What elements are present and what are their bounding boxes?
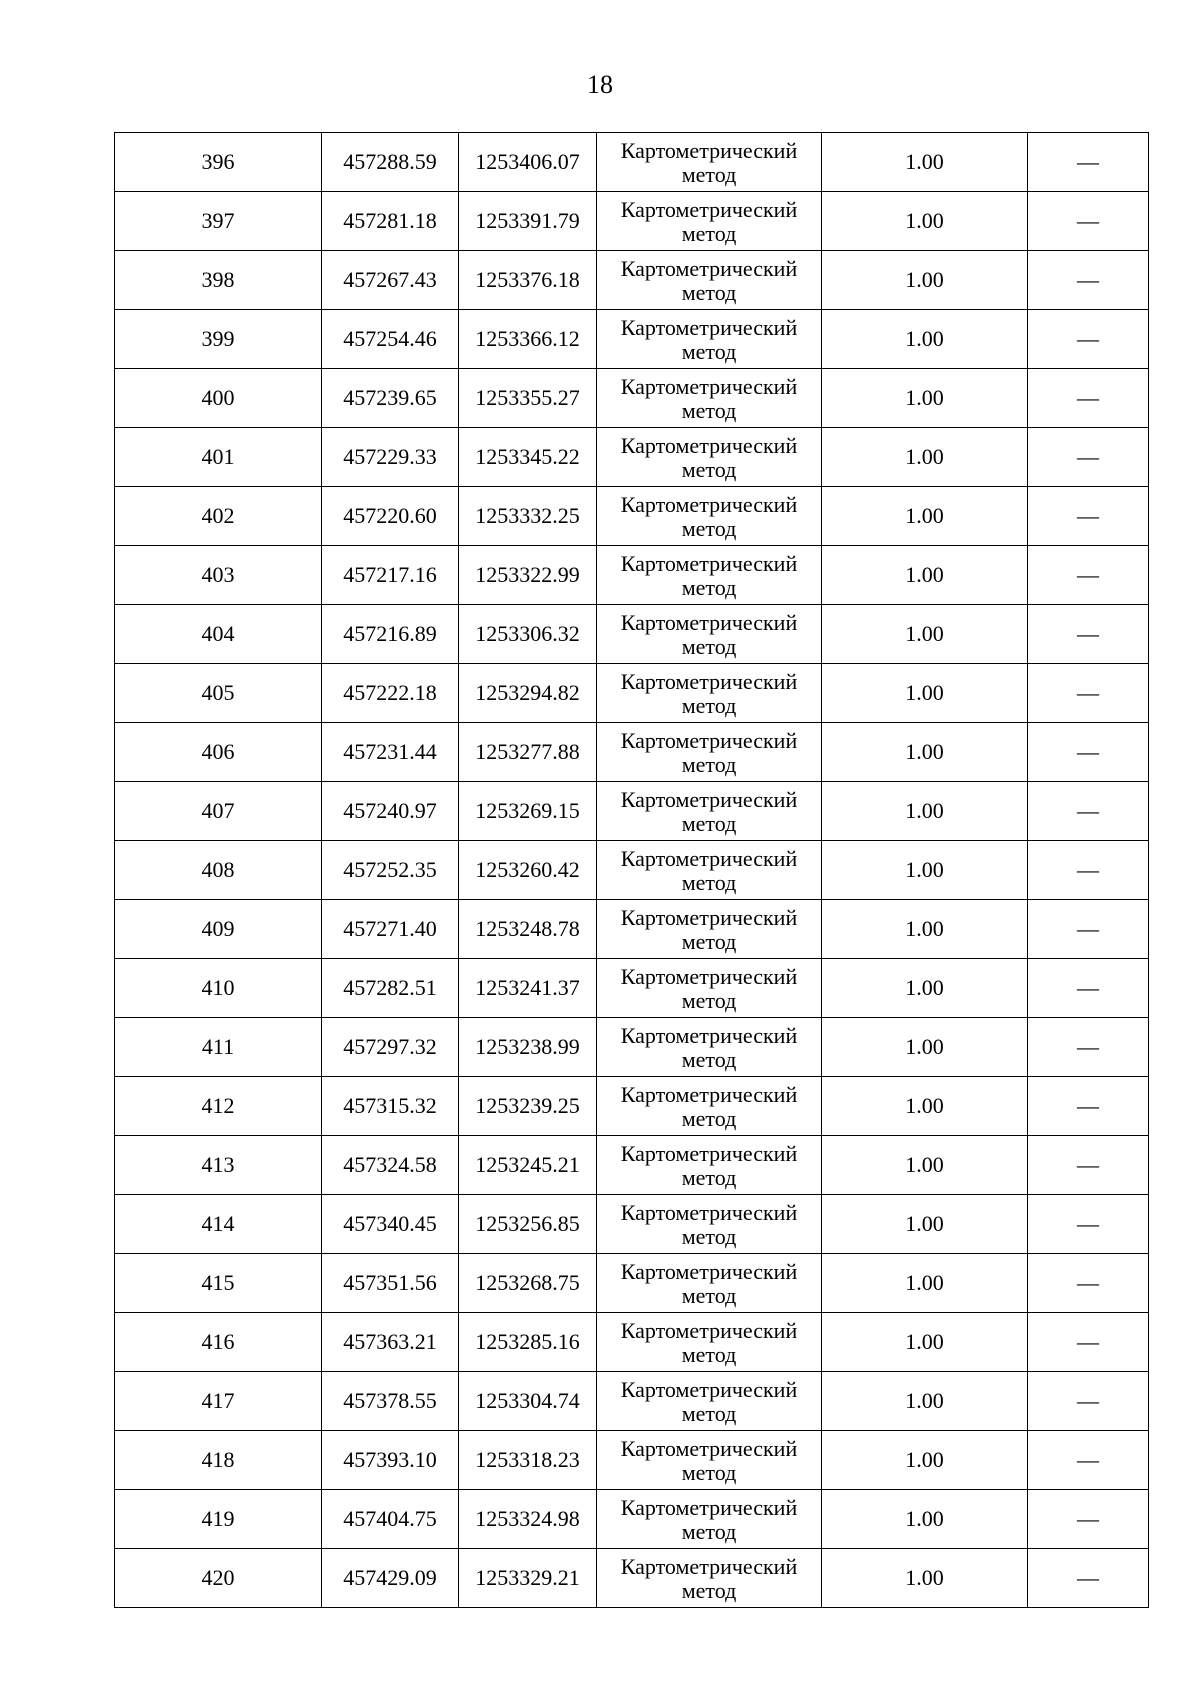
table-row: [115, 900, 1149, 959]
point-number-cell: 413: [115, 1136, 322, 1195]
precision-cell: 1.00: [822, 1195, 1028, 1254]
point-number-cell: 415: [115, 1254, 322, 1313]
table-row: [115, 605, 1149, 664]
method-cell: [597, 1549, 822, 1608]
y-coordinate-cell: 1253245.21: [459, 1136, 597, 1195]
y-coordinate-cell: 1253345.22: [459, 428, 597, 487]
method-label-line2: метод: [681, 1460, 737, 1485]
method-cell: [597, 1431, 822, 1490]
coordinates-table-body: [115, 133, 1149, 1608]
method-cell: [597, 192, 822, 251]
precision-cell: 1.00: [822, 723, 1028, 782]
precision-cell: 1.00: [822, 841, 1028, 900]
method-cell: [597, 723, 822, 782]
table-row: [115, 369, 1149, 428]
table-row: [115, 1077, 1149, 1136]
method-label-line1: Картометрический: [620, 138, 798, 163]
y-coordinate-cell: 1253304.74: [459, 1372, 597, 1431]
dash-cell: —: [1028, 605, 1149, 664]
point-number-cell: 401: [115, 428, 322, 487]
method-label-line2: метод: [681, 221, 737, 246]
y-coordinate-cell: 1253238.99: [459, 1018, 597, 1077]
x-coordinate-cell: 457252.35: [322, 841, 459, 900]
precision-cell: 1.00: [822, 1549, 1028, 1608]
method-label-line2: метод: [681, 929, 737, 954]
method-label-line1: Картометрический: [620, 1554, 798, 1579]
method-label-line1: Картометрический: [620, 1436, 798, 1461]
dash-cell: —: [1028, 310, 1149, 369]
dash-cell: —: [1028, 723, 1149, 782]
method-cell: [597, 900, 822, 959]
table-row: [115, 1136, 1149, 1195]
y-coordinate-cell: 1253256.85: [459, 1195, 597, 1254]
table-row: [115, 546, 1149, 605]
precision-cell: 1.00: [822, 1136, 1028, 1195]
precision-cell: 1.00: [822, 782, 1028, 841]
dash-cell: —: [1028, 251, 1149, 310]
y-coordinate-cell: 1253239.25: [459, 1077, 597, 1136]
table-row: [115, 487, 1149, 546]
precision-cell: 1.00: [822, 1254, 1028, 1313]
y-coordinate-cell: 1253324.98: [459, 1490, 597, 1549]
point-number-cell: 404: [115, 605, 322, 664]
method-cell: [597, 1372, 822, 1431]
point-number-cell: 410: [115, 959, 322, 1018]
method-label-line1: Картометрический: [620, 1200, 798, 1225]
method-label-line2: метод: [681, 1224, 737, 1249]
point-number-cell: 402: [115, 487, 322, 546]
method-cell: [597, 841, 822, 900]
method-label-line1: Картометрический: [620, 669, 798, 694]
y-coordinate-cell: 1253277.88: [459, 723, 597, 782]
y-coordinate-cell: 1253241.37: [459, 959, 597, 1018]
y-coordinate-cell: 1253306.32: [459, 605, 597, 664]
method-label-line1: Картометрический: [620, 964, 798, 989]
table-row: [115, 723, 1149, 782]
x-coordinate-cell: 457351.56: [322, 1254, 459, 1313]
table-row: [115, 1254, 1149, 1313]
method-label-line1: Картометрический: [620, 1141, 798, 1166]
dash-cell: —: [1028, 546, 1149, 605]
method-cell: [597, 251, 822, 310]
method-label-line1: Картометрический: [620, 846, 798, 871]
method-cell: [597, 1018, 822, 1077]
table-row: [115, 1195, 1149, 1254]
method-cell: [597, 1195, 822, 1254]
precision-cell: 1.00: [822, 1431, 1028, 1490]
x-coordinate-cell: 457254.46: [322, 310, 459, 369]
precision-cell: 1.00: [822, 428, 1028, 487]
precision-cell: 1.00: [822, 1313, 1028, 1372]
point-number-cell: 418: [115, 1431, 322, 1490]
dash-cell: —: [1028, 1490, 1149, 1549]
dash-cell: —: [1028, 1313, 1149, 1372]
point-number-cell: 411: [115, 1018, 322, 1077]
x-coordinate-cell: 457240.97: [322, 782, 459, 841]
y-coordinate-cell: 1253406.07: [459, 133, 597, 192]
method-label-line1: Картометрический: [620, 197, 798, 222]
dash-cell: —: [1028, 487, 1149, 546]
method-cell: [597, 605, 822, 664]
table-row: [115, 428, 1149, 487]
point-number-cell: 403: [115, 546, 322, 605]
method-label-line2: метод: [681, 1283, 737, 1308]
dash-cell: —: [1028, 1077, 1149, 1136]
precision-cell: 1.00: [822, 487, 1028, 546]
method-label-line2: метод: [681, 575, 737, 600]
x-coordinate-cell: 457222.18: [322, 664, 459, 723]
method-cell: [597, 487, 822, 546]
precision-cell: 1.00: [822, 546, 1028, 605]
method-label-line2: метод: [681, 1165, 737, 1190]
method-label-line2: метод: [681, 634, 737, 659]
x-coordinate-cell: 457393.10: [322, 1431, 459, 1490]
method-label-line2: метод: [681, 752, 737, 777]
point-number-cell: 412: [115, 1077, 322, 1136]
point-number-cell: 398: [115, 251, 322, 310]
point-number-cell: 409: [115, 900, 322, 959]
x-coordinate-cell: 457404.75: [322, 1490, 459, 1549]
table-row: [115, 1549, 1149, 1608]
y-coordinate-cell: 1253332.25: [459, 487, 597, 546]
table-row: [115, 782, 1149, 841]
method-label-line2: метод: [681, 162, 737, 187]
precision-cell: 1.00: [822, 369, 1028, 428]
method-label-line1: Картометрический: [620, 1318, 798, 1343]
y-coordinate-cell: 1253391.79: [459, 192, 597, 251]
precision-cell: 1.00: [822, 959, 1028, 1018]
precision-cell: 1.00: [822, 605, 1028, 664]
x-coordinate-cell: 457282.51: [322, 959, 459, 1018]
y-coordinate-cell: 1253329.21: [459, 1549, 597, 1608]
precision-cell: 1.00: [822, 1077, 1028, 1136]
x-coordinate-cell: 457220.60: [322, 487, 459, 546]
method-label-line2: метод: [681, 1047, 737, 1072]
table-row: [115, 1431, 1149, 1490]
y-coordinate-cell: 1253366.12: [459, 310, 597, 369]
x-coordinate-cell: 457363.21: [322, 1313, 459, 1372]
point-number-cell: 408: [115, 841, 322, 900]
precision-cell: 1.00: [822, 900, 1028, 959]
dash-cell: —: [1028, 1431, 1149, 1490]
y-coordinate-cell: 1253376.18: [459, 251, 597, 310]
method-label-line2: метод: [681, 516, 737, 541]
table-row: [115, 664, 1149, 723]
precision-cell: 1.00: [822, 133, 1028, 192]
x-coordinate-cell: 457229.33: [322, 428, 459, 487]
method-label-line1: Картометрический: [620, 433, 798, 458]
method-cell: [597, 1077, 822, 1136]
method-label-line1: Картометрический: [620, 728, 798, 753]
y-coordinate-cell: 1253322.99: [459, 546, 597, 605]
point-number-cell: 396: [115, 133, 322, 192]
point-number-cell: 397: [115, 192, 322, 251]
y-coordinate-cell: 1253260.42: [459, 841, 597, 900]
point-number-cell: 419: [115, 1490, 322, 1549]
coordinates-table: [114, 132, 1149, 1608]
dash-cell: —: [1028, 841, 1149, 900]
table-row: [115, 310, 1149, 369]
precision-cell: 1.00: [822, 192, 1028, 251]
method-cell: [597, 959, 822, 1018]
method-cell: [597, 369, 822, 428]
method-label-line2: метод: [681, 1401, 737, 1426]
method-label-line1: Картометрический: [620, 787, 798, 812]
dash-cell: —: [1028, 192, 1149, 251]
method-label-line2: метод: [681, 1519, 737, 1544]
method-label-line2: метод: [681, 457, 737, 482]
x-coordinate-cell: 457216.89: [322, 605, 459, 664]
method-label-line1: Картометрический: [620, 1377, 798, 1402]
method-cell: [597, 546, 822, 605]
table-row: [115, 1313, 1149, 1372]
x-coordinate-cell: 457340.45: [322, 1195, 459, 1254]
x-coordinate-cell: 457288.59: [322, 133, 459, 192]
method-cell: [597, 1313, 822, 1372]
x-coordinate-cell: 457315.32: [322, 1077, 459, 1136]
dash-cell: —: [1028, 369, 1149, 428]
point-number-cell: 416: [115, 1313, 322, 1372]
method-label-line2: метод: [681, 398, 737, 423]
method-cell: [597, 1490, 822, 1549]
method-label-line1: Картометрический: [620, 1023, 798, 1048]
x-coordinate-cell: 457217.16: [322, 546, 459, 605]
method-label-line1: Картометрический: [620, 905, 798, 930]
method-label-line2: метод: [681, 811, 737, 836]
point-number-cell: 417: [115, 1372, 322, 1431]
point-number-cell: 414: [115, 1195, 322, 1254]
method-label-line1: Картометрический: [620, 1259, 798, 1284]
method-cell: [597, 1136, 822, 1195]
point-number-cell: 405: [115, 664, 322, 723]
y-coordinate-cell: 1253285.16: [459, 1313, 597, 1372]
method-label-line2: метод: [681, 988, 737, 1013]
method-label-line2: метод: [681, 339, 737, 364]
y-coordinate-cell: 1253294.82: [459, 664, 597, 723]
table-row: [115, 133, 1149, 192]
precision-cell: 1.00: [822, 1372, 1028, 1431]
dash-cell: —: [1028, 1195, 1149, 1254]
dash-cell: —: [1028, 1136, 1149, 1195]
x-coordinate-cell: 457271.40: [322, 900, 459, 959]
method-label-line1: Картометрический: [620, 256, 798, 281]
method-label-line1: Картометрический: [620, 374, 798, 399]
y-coordinate-cell: 1253269.15: [459, 782, 597, 841]
method-label-line1: Картометрический: [620, 610, 798, 635]
point-number-cell: 407: [115, 782, 322, 841]
table-row: [115, 1018, 1149, 1077]
x-coordinate-cell: 457239.65: [322, 369, 459, 428]
dash-cell: —: [1028, 900, 1149, 959]
point-number-cell: 420: [115, 1549, 322, 1608]
method-cell: [597, 428, 822, 487]
dash-cell: —: [1028, 133, 1149, 192]
x-coordinate-cell: 457281.18: [322, 192, 459, 251]
method-cell: [597, 1254, 822, 1313]
x-coordinate-cell: 457324.58: [322, 1136, 459, 1195]
method-label-line1: Картометрический: [620, 315, 798, 340]
y-coordinate-cell: 1253248.78: [459, 900, 597, 959]
precision-cell: 1.00: [822, 310, 1028, 369]
dash-cell: —: [1028, 1372, 1149, 1431]
method-label-line2: метод: [681, 870, 737, 895]
precision-cell: 1.00: [822, 1018, 1028, 1077]
precision-cell: 1.00: [822, 1490, 1028, 1549]
table-row: [115, 1372, 1149, 1431]
table-row: [115, 841, 1149, 900]
method-cell: [597, 664, 822, 723]
method-label-line2: метод: [681, 693, 737, 718]
dash-cell: —: [1028, 1018, 1149, 1077]
method-label-line1: Картометрический: [620, 1495, 798, 1520]
y-coordinate-cell: 1253318.23: [459, 1431, 597, 1490]
method-label-line2: метод: [681, 1342, 737, 1367]
method-cell: [597, 782, 822, 841]
table-row: [115, 192, 1149, 251]
method-cell: [597, 133, 822, 192]
method-label-line1: Картометрический: [620, 1082, 798, 1107]
dash-cell: —: [1028, 664, 1149, 723]
precision-cell: 1.00: [822, 251, 1028, 310]
x-coordinate-cell: 457297.32: [322, 1018, 459, 1077]
dash-cell: —: [1028, 1254, 1149, 1313]
method-label-line2: метод: [681, 1106, 737, 1131]
x-coordinate-cell: 457429.09: [322, 1549, 459, 1608]
x-coordinate-cell: 457378.55: [322, 1372, 459, 1431]
dash-cell: —: [1028, 782, 1149, 841]
table-row: [115, 251, 1149, 310]
dash-cell: —: [1028, 959, 1149, 1018]
point-number-cell: 406: [115, 723, 322, 782]
y-coordinate-cell: 1253355.27: [459, 369, 597, 428]
point-number-cell: 400: [115, 369, 322, 428]
dash-cell: —: [1028, 428, 1149, 487]
table-row: [115, 1490, 1149, 1549]
method-label-line1: Картометрический: [620, 492, 798, 517]
dash-cell: —: [1028, 1549, 1149, 1608]
x-coordinate-cell: 457231.44: [322, 723, 459, 782]
method-label-line2: метод: [681, 1578, 737, 1603]
method-label-line1: Картометрический: [620, 551, 798, 576]
precision-cell: 1.00: [822, 664, 1028, 723]
method-label-line2: метод: [681, 280, 737, 305]
table-row: [115, 959, 1149, 1018]
y-coordinate-cell: 1253268.75: [459, 1254, 597, 1313]
method-cell: [597, 310, 822, 369]
x-coordinate-cell: 457267.43: [322, 251, 459, 310]
page-number: 18: [587, 70, 613, 99]
point-number-cell: 399: [115, 310, 322, 369]
